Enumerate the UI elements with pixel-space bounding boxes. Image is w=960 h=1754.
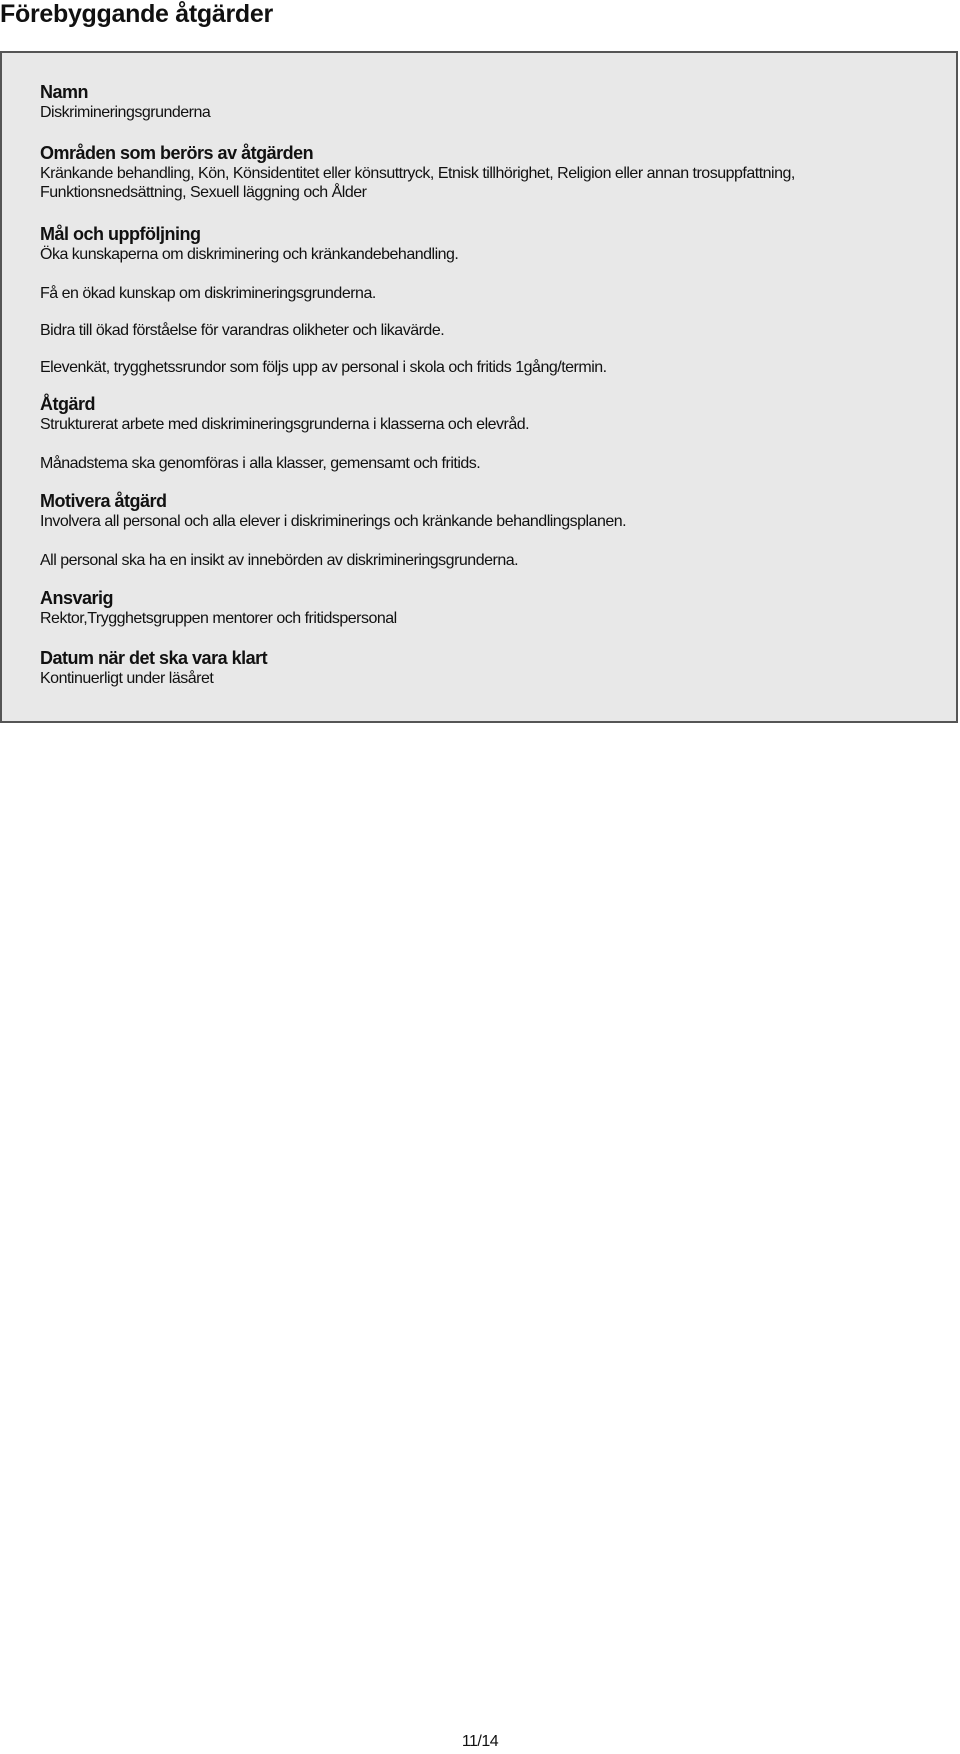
field-datum-label: Datum när det ska vara klart <box>40 648 268 668</box>
field-motivera <box>40 490 936 531</box>
field-omraden-label: Områden som berörs av åtgärden <box>40 143 314 163</box>
field-datum <box>40 647 936 688</box>
field-motivera-paragraph: Involvera all personal och alla elever i diskriminerings och kränkande behandlingsplanen. <box>40 513 627 530</box>
field-mal-label: Mål och uppföljning <box>40 224 201 244</box>
field-datum-value: Kontinuerligt under läsåret <box>40 670 214 687</box>
page-number: 11/14 <box>461 1733 499 1750</box>
field-namn-value: Diskrimineringsgrunderna <box>40 104 211 121</box>
field-motivera-label: Motivera åtgärd <box>40 491 167 511</box>
field-ansvarig <box>40 587 936 628</box>
field-atgard-paragraph: Strukturerat arbete med diskrimineringsgrunderna i klasserna och elevråd. <box>40 416 530 433</box>
field-mal-paragraph: Få en ökad kunskap om diskrimineringsgrunderna. <box>40 285 376 302</box>
field-atgard-label: Åtgärd <box>40 394 95 414</box>
field-mal <box>40 223 936 264</box>
field-omraden-value-line1: Kränkande behandling, Kön, Könsidentitet eller könsuttryck, Etnisk tillhörighet, Religion eller annan trosuppfattning, <box>40 165 795 182</box>
field-omraden-value-line2: Funktionsnedsättning, Sexuell läggning och Ålder <box>40 184 367 201</box>
field-mal-paragraph: Öka kunskaperna om diskriminering och kränkandebehandling. <box>40 246 459 263</box>
field-omraden <box>40 142 936 202</box>
field-atgard-paragraph: Månadstema ska genomföras i alla klasser, gemensamt och fritids. <box>40 455 481 472</box>
field-mal-paragraph: Bidra till ökad förståelse för varandras olikheter och likavärde. <box>40 322 445 339</box>
field-mal-paragraph: Elevenkät, trygghetssrundor som följs upp av personal i skola och fritids 1gång/termin. <box>40 359 607 376</box>
field-ansvarig-label: Ansvarig <box>40 588 114 608</box>
field-atgard <box>40 393 936 434</box>
page-title: Förebyggande åtgärder <box>0 0 273 28</box>
field-motivera-paragraph: All personal ska ha en insikt av innebörden av diskrimineringsgrunderna. <box>40 552 519 569</box>
field-ansvarig-value: Rektor,Trygghetsgruppen mentorer och fritidspersonal <box>40 610 397 627</box>
field-namn <box>40 81 936 122</box>
field-namn-label: Namn <box>40 82 89 102</box>
measure-panel <box>0 51 958 723</box>
